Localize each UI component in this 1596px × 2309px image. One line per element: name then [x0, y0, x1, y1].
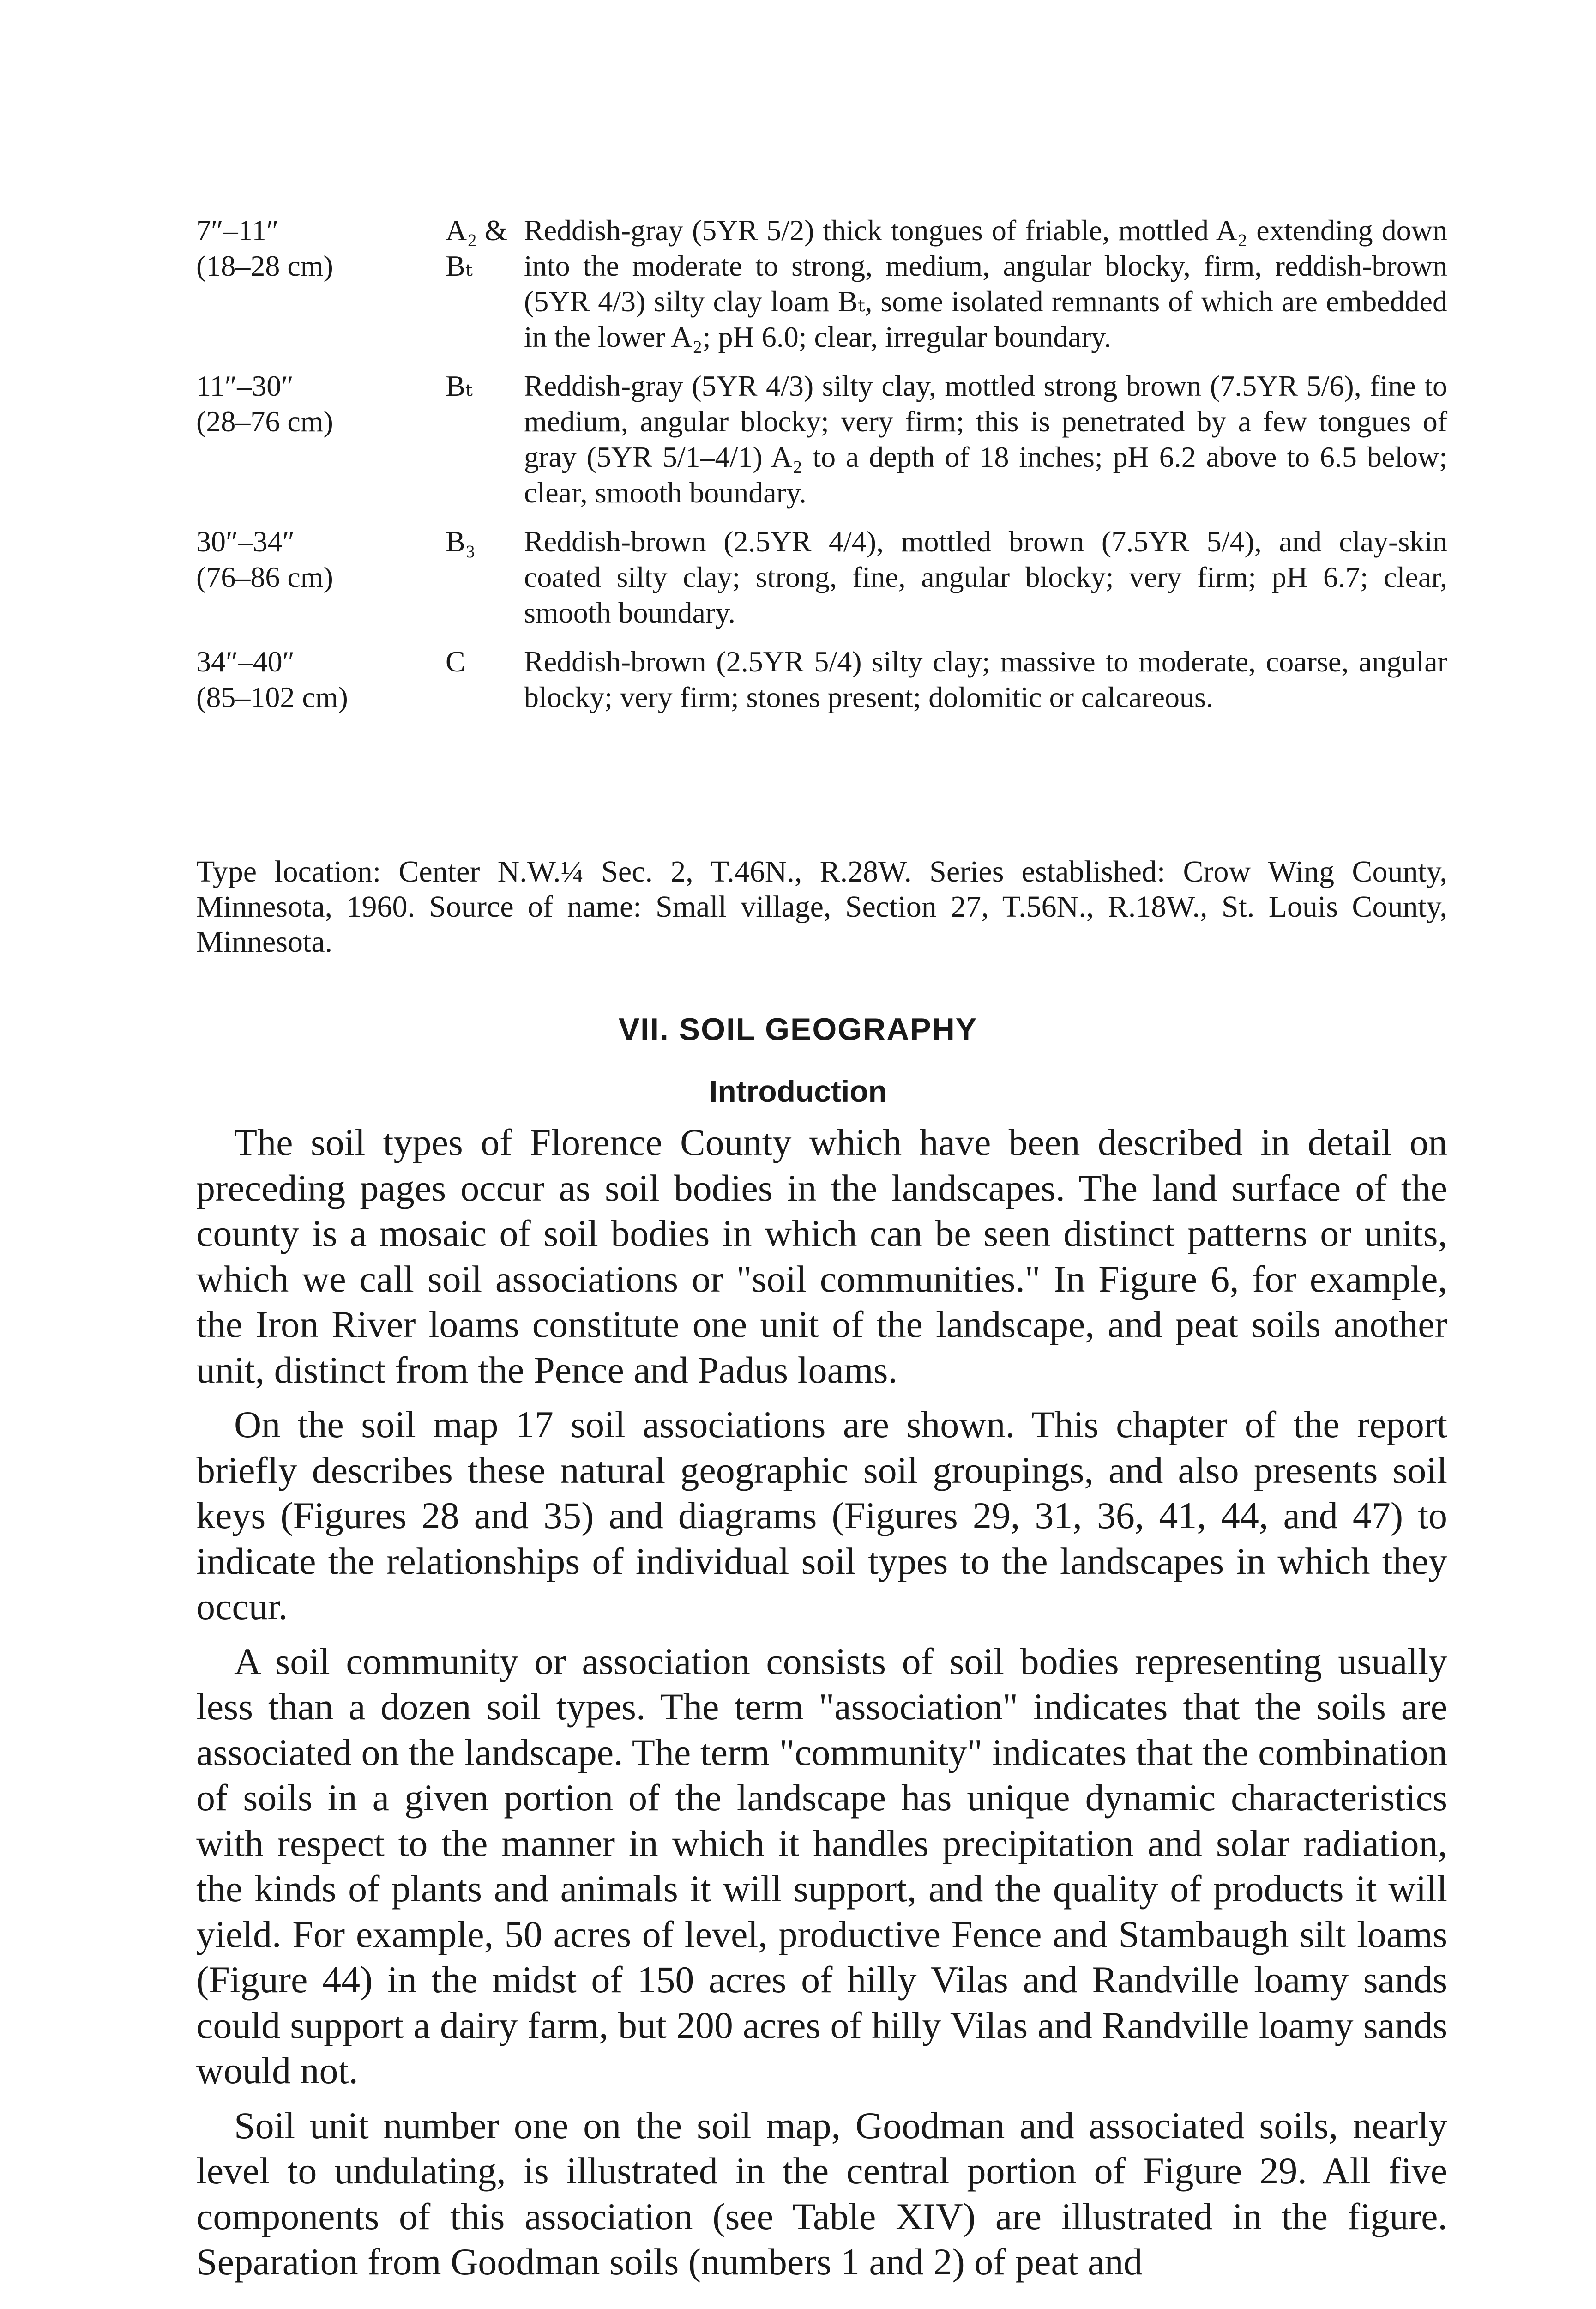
horizon-description: Reddish-gray (5YR 4/3) silty clay, mottled strong brown (7.5YR 5/6), fine to medium, angular blocky; very firm; this is penetrated by a few tongues of gray (5YR 5/1–4/1) A₂ to a depth of 18 inches; pH 6.2 above to 6.5 below; clear, smooth boundary. — [524, 369, 1447, 509]
subsection-title: Introduction — [709, 1074, 887, 1108]
depth-inches: 30″–34″ — [196, 525, 295, 558]
horizon-label — [446, 368, 524, 404]
horizon-description: Reddish-gray (5YR 5/2) thick tongues of friable, mottled A₂ extending down into the moderate to strong, medium, angular blocky, firm, reddish-brown (5YR 4/3) silty clay loam Bₜ, some isolated remnants of which are embedded in the lower A₂; pH 6.0; clear, irregular boundary. — [524, 214, 1447, 353]
depth-inches: 34″–40″ — [196, 645, 295, 678]
horizon-label — [446, 644, 524, 679]
type-location: Type location: Center N.W.¼ Sec. 2, T.46N., R.28W. Series established: Crow Wing County, Minnesota, 1960. Source of name: Small village, Section 27, T.56N., R.18W., St. Louis County, Minnesota. — [196, 855, 1447, 959]
paragraph: A soil community or association consists of soil bodies representing usually less than a dozen soil types. The term "association" indicates that the soils are associated on the landscape. The term "community" indicates that the combination of soils in a given portion of the landscape has unique dynamic characteristics with respect to the manner in which it handles precipitation and solar radiation, the kinds of plants and animals it will support, and the quality of products it will yield. For example, 50 acres of level, productive Fence and Stambaugh silt loams (Figure 44) in the midst of 150 acres of hilly Vilas and Randville loamy sands could support a dairy farm, but 200 acres of hilly Vilas and Randville loamy sands would not. — [196, 1640, 1447, 2091]
depth-cm: (85–102 cm) — [196, 681, 348, 713]
horizon-label-line1: B₃ — [446, 525, 476, 558]
horizon-row — [196, 644, 1447, 715]
horizon-label-line2: Bₜ — [446, 249, 473, 282]
depth-inches: 7″–11″ — [196, 214, 279, 247]
paragraph: The soil types of Florence County which have been described in detail on preceding pages occur as soil bodies in the landscapes. The land surface of the county is a mosaic of soil bodies in which can be seen distinct patterns or units, which we call soil associations or "soil communities." In Figure 6, for example, the Iron River loams constitute one unit of the landscape, and peat soils another unit, distinct from the Pence and Padus loams. — [196, 1121, 1447, 1391]
horizon-label-line1: Bₜ — [446, 369, 473, 402]
horizon-label — [446, 524, 524, 559]
horizon-description: Reddish-brown (2.5YR 5/4) silty clay; massive to moderate, coarse, angular blocky; very firm; stones present; dolomitic or calcareous. — [524, 645, 1447, 713]
horizon-depth — [196, 524, 446, 595]
horizon-list — [196, 212, 1447, 728]
depth-cm: (28–76 cm) — [196, 405, 333, 438]
horizon-label-line1: A₂ & — [446, 214, 508, 247]
section-title: VII. SOIL GEOGRAPHY — [618, 1012, 978, 1047]
horizon-depth — [196, 212, 446, 284]
depth-cm: (76–86 cm) — [196, 561, 333, 593]
horizon-label — [446, 212, 524, 284]
horizon-row — [196, 368, 1447, 510]
horizon-row — [196, 212, 1447, 355]
horizon-description: Reddish-brown (2.5YR 4/4), mottled brown (7.5YR 5/4), and clay-skin coated silty clay; strong, fine, angular blocky; very firm; pH 6.7; clear, smooth boundary. — [524, 525, 1447, 629]
horizon-depth — [196, 644, 446, 715]
depth-cm: (18–28 cm) — [196, 249, 333, 282]
horizon-label-line1: C — [446, 645, 465, 678]
body-text — [196, 1120, 1447, 2294]
paragraph: Soil unit number one on the soil map, Goodman and associated soils, nearly level to undulating, is illustrated in the central portion of Figure 29. All five components of this association (see Table XIV) are illustrated in the figure. Separation from Goodman soils (numbers 1 and 2) of peat and — [196, 2104, 1447, 2283]
paragraph: On the soil map 17 soil associations are shown. This chapter of the report briefly describes these natural geographic soil groupings, and also presents soil keys (Figures 28 and 35) and diagrams (Figures 29, 31, 36, 41, 44, and 47) to indicate the relationships of individual soil types to the landscapes in which they occur. — [196, 1403, 1447, 1627]
horizon-depth — [196, 368, 446, 439]
depth-inches: 11″–30″ — [196, 369, 294, 402]
horizon-row — [196, 524, 1447, 630]
